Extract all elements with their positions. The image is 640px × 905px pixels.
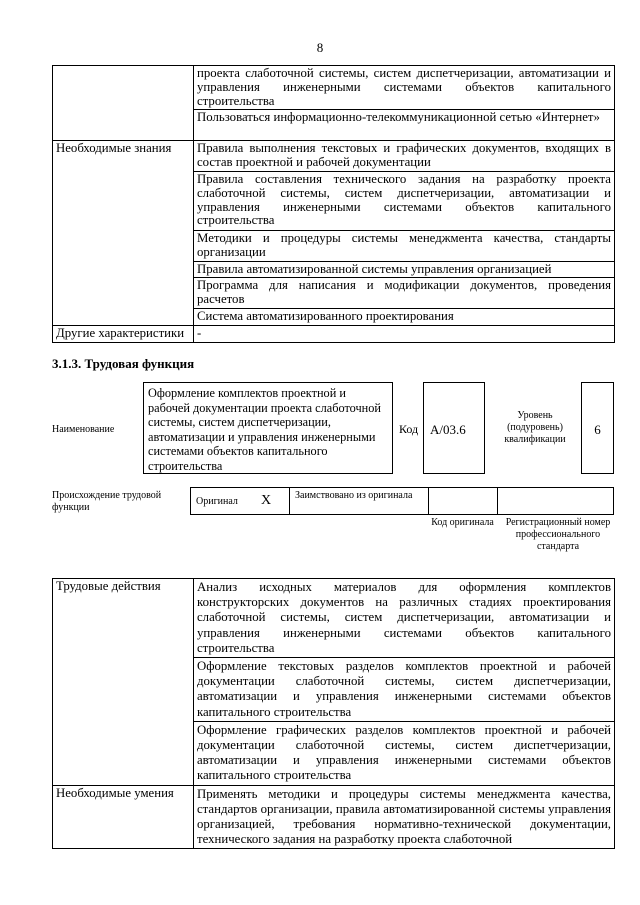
level-value: 6 xyxy=(594,422,601,437)
reg-number-label: Регистрационный номер профессионального стандарта xyxy=(505,517,611,552)
table-cell: Применять методики и процедуры системы менеджмента качества, стандартов организации, правила автоматизированной системы управления организацией, требования нормативно-технической документации, технического задания на разработку проекта слаботочной xyxy=(194,785,615,849)
level-label: Уровень (подуровень) квалификации xyxy=(504,410,566,445)
original-mark: X xyxy=(261,493,272,508)
code-box xyxy=(423,382,485,474)
table-cell: Анализ исходных материалов для оформления комплектов конструкторских документов на различных стадиях проектирования слаботочной системы, систем диспетчеризации, автоматизации и управления инженерными системами объектов капитального строительства xyxy=(194,579,615,658)
table-cell: - xyxy=(194,325,615,342)
code-label: Код xyxy=(399,422,419,436)
origin-label: Происхождение трудовой функции xyxy=(52,490,162,513)
row-label: Необходимые знания xyxy=(53,141,194,325)
table-cell: Правила автоматизированной системы управления организацией xyxy=(194,261,615,278)
code-original-label: Код оригинала xyxy=(431,517,494,528)
name-value: Оформление комплектов проектной и рабочей документации проекта слаботочной системы, систем диспетчеризации, автоматизации и управления инженерными системами объектов капитального строительства xyxy=(148,386,381,473)
divider xyxy=(289,487,290,515)
divider xyxy=(428,487,429,515)
table-cell: Оформление графических разделов комплектов проектной и рабочей документации слаботочной системы, систем диспетчеризации, автоматизации и управления инженерными системами объектов капитального строительства xyxy=(194,721,615,785)
divider xyxy=(497,487,498,515)
table-cell: Методики и процедуры системы менеджмента качества, стандарты организации xyxy=(194,230,615,261)
table-cell: Программа для написания и модификации документов, проведения расчетов xyxy=(194,278,615,309)
table-cell: Правила выполнения текстовых и графических документов, входящих в состав проектной и рабочей документации xyxy=(194,141,615,172)
actions-table xyxy=(52,578,615,849)
knowledge-table xyxy=(52,65,615,343)
row-label: Трудовые действия xyxy=(53,579,194,786)
original-label: Оригинал xyxy=(196,496,238,507)
row-label xyxy=(53,66,194,141)
level-box xyxy=(581,382,614,474)
row-label: Другие характеристики xyxy=(53,325,194,342)
table-row xyxy=(53,141,615,172)
section-title: 3.1.3. Трудовая функция xyxy=(52,356,195,371)
table-cell: Пользоваться информационно-телекоммуникационной сетью «Интернет» xyxy=(194,110,615,141)
table-cell: проекта слаботочной системы, систем диспетчеризации, автоматизации и управления инженерными системами объектов капитального строительства xyxy=(194,66,615,110)
table-row xyxy=(53,66,615,110)
borrowed-label: Заимствовано из оригинала xyxy=(295,490,413,501)
name-box xyxy=(143,382,393,474)
table-row xyxy=(53,325,615,342)
page-number: 8 xyxy=(316,40,324,55)
code-value: A/03.6 xyxy=(430,422,466,437)
name-label: Наименование xyxy=(52,424,115,435)
table-row xyxy=(53,785,615,849)
table-cell: Система автоматизированного проектирования xyxy=(194,308,615,325)
table-cell: Оформление текстовых разделов комплектов проектной и рабочей документации слаботочной системы, систем диспетчеризации, автоматизации и управления инженерными системами объектов капитального строительства xyxy=(194,658,615,722)
table-row xyxy=(53,579,615,658)
table-cell: Правила составления технического задания на разработку проекта слаботочной системы, систем диспетчеризации, автоматизации и управления инженерными системами объектов капитального строительства xyxy=(194,171,615,230)
row-label: Необходимые умения xyxy=(53,785,194,849)
